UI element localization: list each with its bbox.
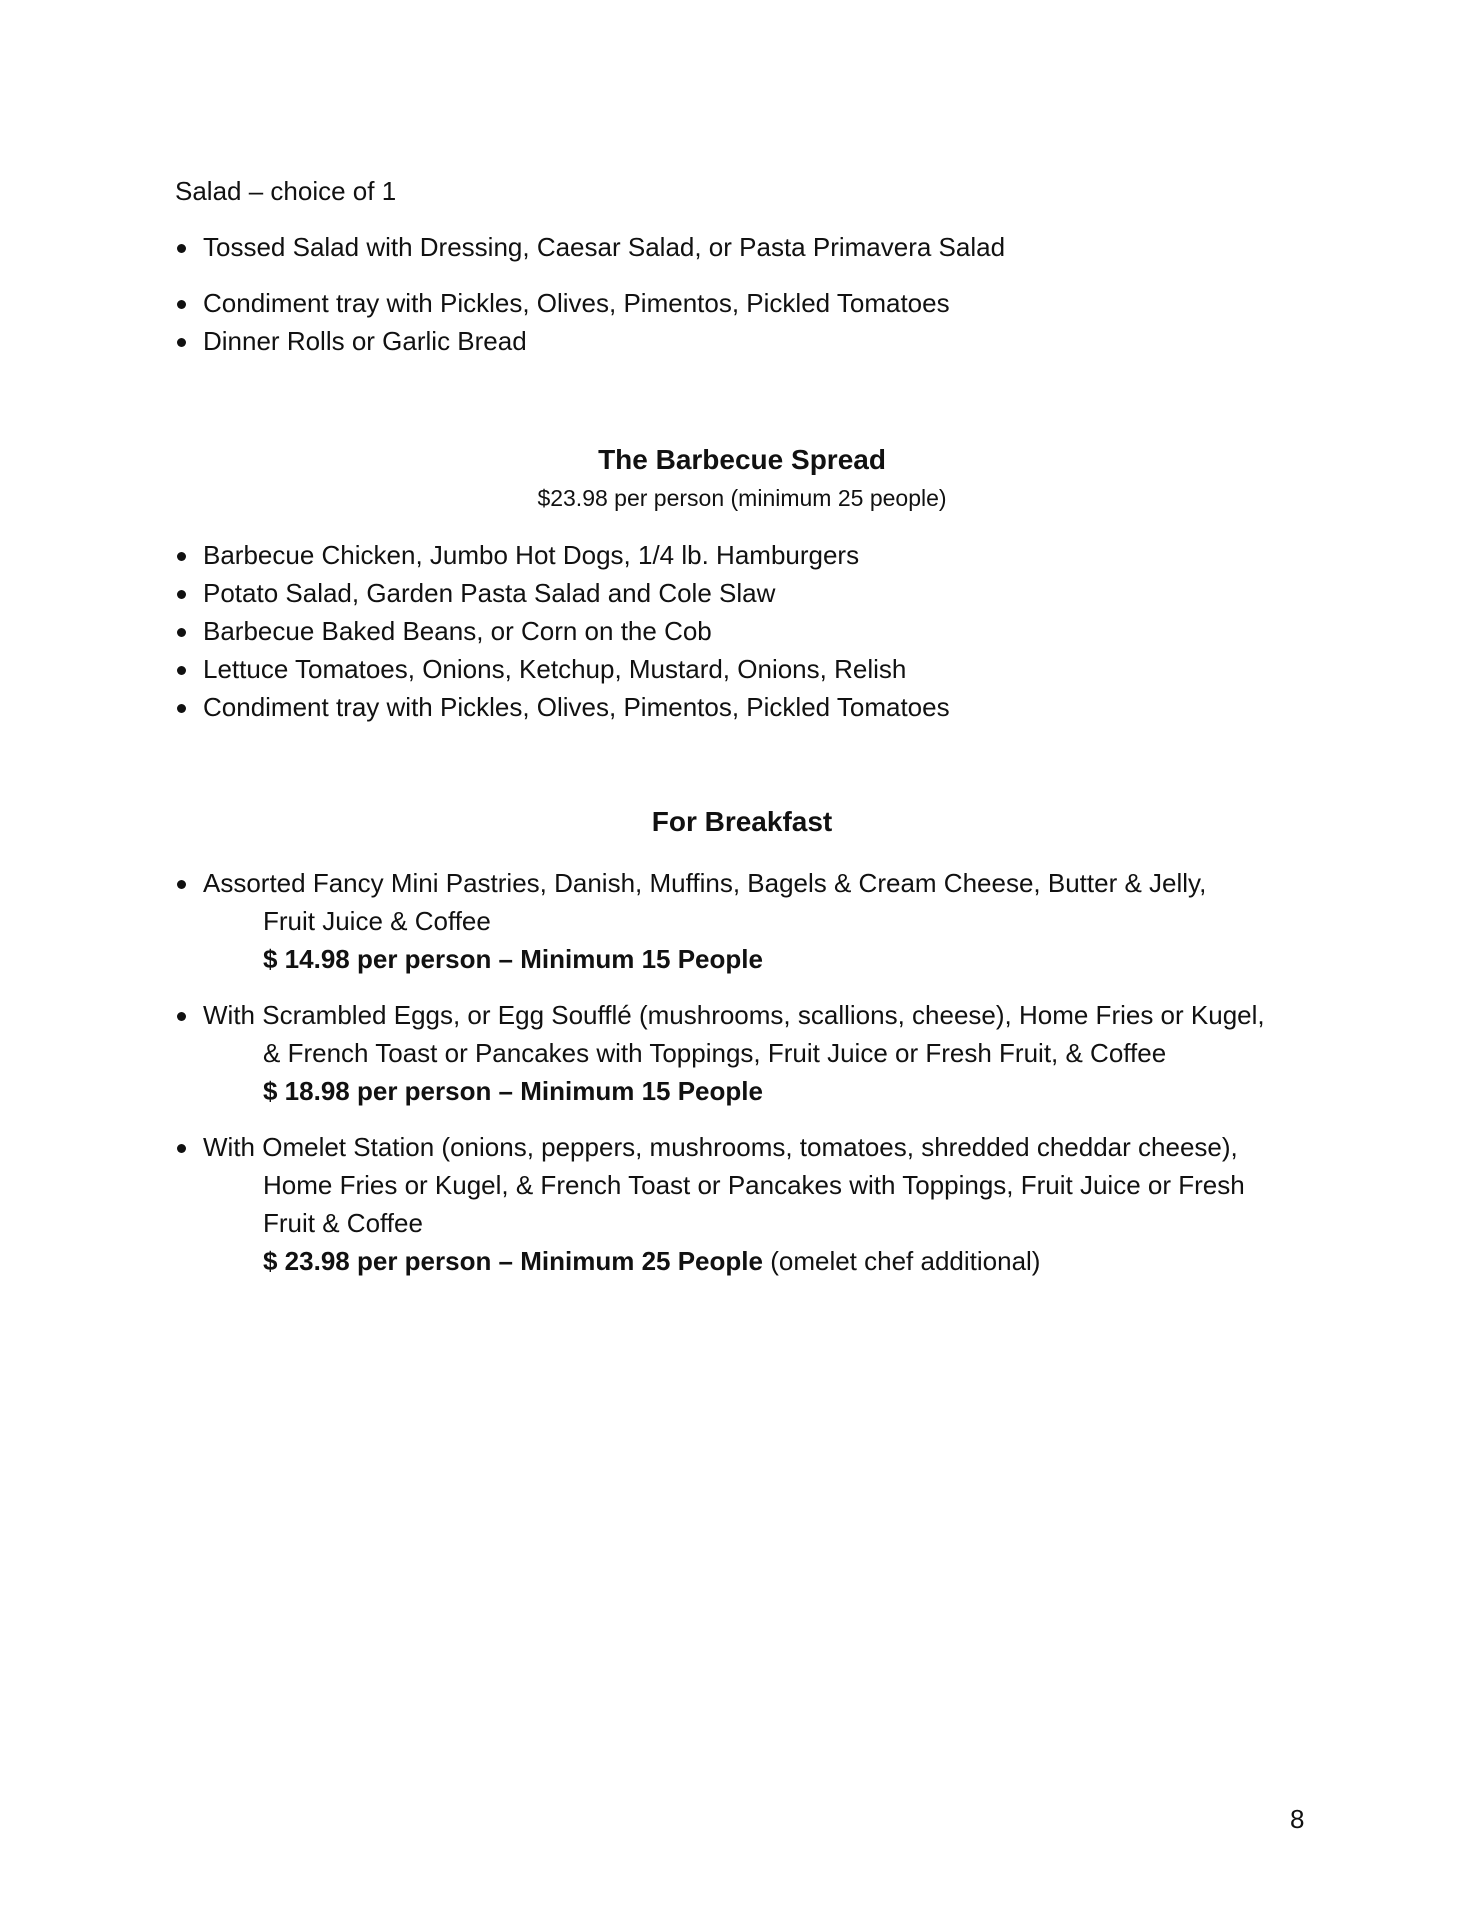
list-item: Condiment tray with Pickles, Olives, Pimentos, Pickled Tomatoes <box>175 284 1005 322</box>
breakfast-price-line <box>203 940 1265 978</box>
breakfast-option-text: With Omelet Station (onions, peppers, mushrooms, tomatoes, shredded cheddar cheese), <box>203 1132 1238 1162</box>
list-item: Lettuce Tomatoes, Onions, Ketchup, Mustard, Onions, Relish <box>175 650 950 688</box>
breakfast-list <box>175 864 1265 1280</box>
barbecue-price-note: $23.98 per person (minimum 25 people) <box>537 485 947 511</box>
list-item: Potato Salad, Garden Pasta Salad and Cole Slaw <box>175 574 950 612</box>
breakfast-price: $ 14.98 per person – Minimum 15 People <box>263 944 763 974</box>
salad-list <box>175 228 1005 360</box>
breakfast-option-continuation: Home Fries or Kugel, & French Toast or Pancakes with Toppings, Fruit Juice or Fresh <box>263 1170 1245 1200</box>
list-item: Dinner Rolls or Garlic Bread <box>175 322 1005 360</box>
list-item: Condiment tray with Pickles, Olives, Pimentos, Pickled Tomatoes <box>175 688 950 726</box>
barbecue-list <box>175 536 950 726</box>
breakfast-option-text: With Scrambled Eggs, or Egg Soufflé (mushrooms, scallions, cheese), Home Fries or Kugel, <box>203 1000 1265 1030</box>
salad-intro: Salad – choice of 1 <box>175 176 397 206</box>
list-item: Barbecue Baked Beans, or Corn on the Cob <box>175 612 950 650</box>
breakfast-title: For Breakfast <box>651 806 833 837</box>
list-item: Tossed Salad with Dressing, Caesar Salad, or Pasta Primavera Salad <box>175 228 1005 266</box>
breakfast-option <box>175 864 1265 978</box>
barbecue-title: The Barbecue Spread <box>598 444 886 475</box>
breakfast-option-continuation: Fruit & Coffee <box>263 1208 423 1238</box>
breakfast-price: $ 23.98 per person – Minimum 25 People <box>263 1246 763 1276</box>
breakfast-price-line <box>203 1072 1265 1110</box>
breakfast-price-line <box>203 1242 1265 1280</box>
breakfast-price-note: (omelet chef additional) <box>770 1246 1041 1276</box>
breakfast-option-continuation: & French Toast or Pancakes with Toppings, Fruit Juice or Fresh Fruit, & Coffee <box>263 1038 1167 1068</box>
breakfast-option <box>175 996 1265 1110</box>
breakfast-price: $ 18.98 per person – Minimum 15 People <box>263 1076 763 1106</box>
page-number: 8 <box>1290 1804 1305 1834</box>
list-item: Barbecue Chicken, Jumbo Hot Dogs, 1/4 lb. Hamburgers <box>175 536 950 574</box>
breakfast-option <box>175 1128 1265 1280</box>
breakfast-option-text: Assorted Fancy Mini Pastries, Danish, Muffins, Bagels & Cream Cheese, Butter & Jelly, <box>203 868 1207 898</box>
breakfast-option-continuation: Fruit Juice & Coffee <box>263 906 491 936</box>
